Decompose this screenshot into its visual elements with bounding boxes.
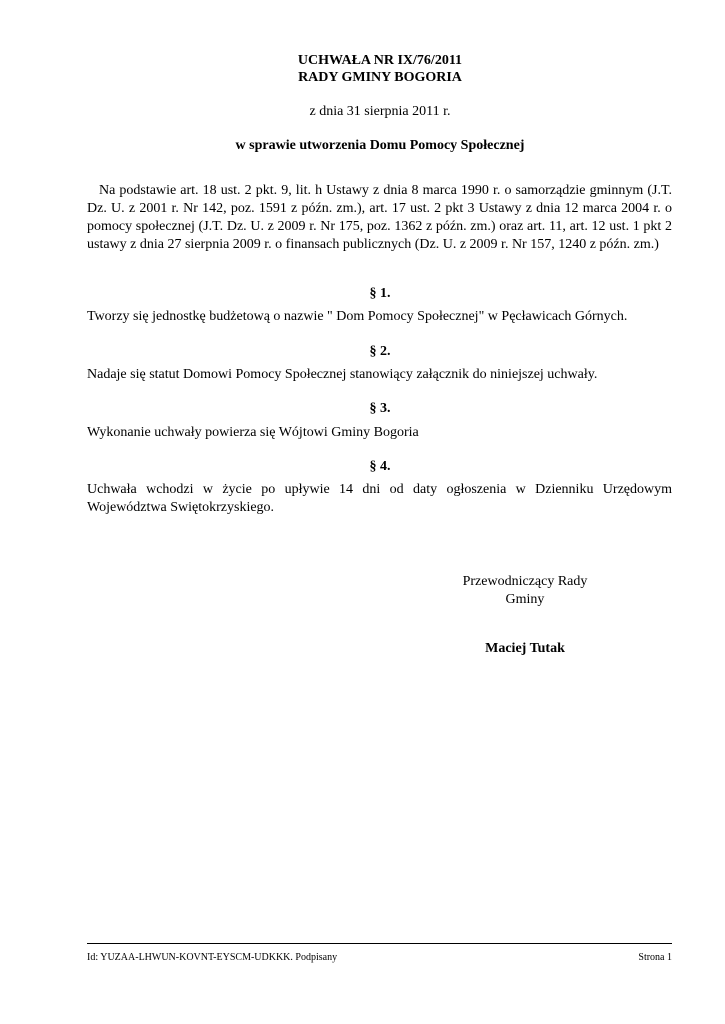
council-name: RADY GMINY BOGORIA <box>298 70 462 85</box>
resolution-subject: w sprawie utworzenia Domu Pomocy Społecznej <box>235 138 525 153</box>
preamble-text: Na podstawie art. 18 ust. 2 pkt. 9, lit. h Ustawy z dnia 8 marca 1990 r. o samorządzie gminnym (J.T. Dz. U. z 2001 r. Nr 142, poz. 1591 z późn. zm.), art. 17 ust. 2 pkt 3 Ustawy z dnia 12 marca 2004 r. o pomocy społecznej (J.T. Dz. U. z 2009 r. Nr 175, poz. 1362 z późn. zm.) oraz art. 11, art. 12 ust. 1 pkt 2 ustawy z dnia 27 sierpnia 2009 r. o finansach publicznych (Dz. U. z 2009 r. Nr 157, 1240 z późn. zm.) <box>87 183 672 252</box>
resolution-number: UCHWAŁA NR IX/76/2011 <box>297 53 463 68</box>
signatory-role-line2: Gminy <box>505 592 545 607</box>
document-id: Id: YUZAA-LHWUN-KOVNT-EYSCM-UDKKK. Podpisany <box>87 952 338 963</box>
paragraph-2-mark: § 2. <box>369 344 391 359</box>
page-number: Strona 1 <box>638 952 672 963</box>
paragraph-2-text: Nadaje się statut Domowi Pomocy Społecznej stanowiący załącznik do niniejszej uchwały. <box>87 367 598 382</box>
paragraph-3-mark: § 3. <box>369 401 391 416</box>
signatory-role-line1: Przewodniczący Rady <box>462 574 588 589</box>
footer-divider <box>87 943 672 944</box>
signatory-name: Maciej Tutak <box>485 641 565 656</box>
paragraph-4-text: Uchwała wchodzi w życie po upływie 14 dni od daty ogłoszenia w Dzienniku Urzędowym Województwa Swiętokrzyskiego. <box>87 482 672 515</box>
paragraph-1-mark: § 1. <box>369 286 391 301</box>
paragraph-4-mark: § 4. <box>369 459 391 474</box>
resolution-date: z dnia 31 sierpnia 2011 r. <box>309 104 451 119</box>
paragraph-3-text: Wykonanie uchwały powierza się Wójtowi Gminy Bogoria <box>87 425 419 440</box>
paragraph-1-text: Tworzy się jednostkę budżetową o nazwie " Dom Pomocy Społecznej" w Pęcławicach Górnych. <box>87 309 628 324</box>
